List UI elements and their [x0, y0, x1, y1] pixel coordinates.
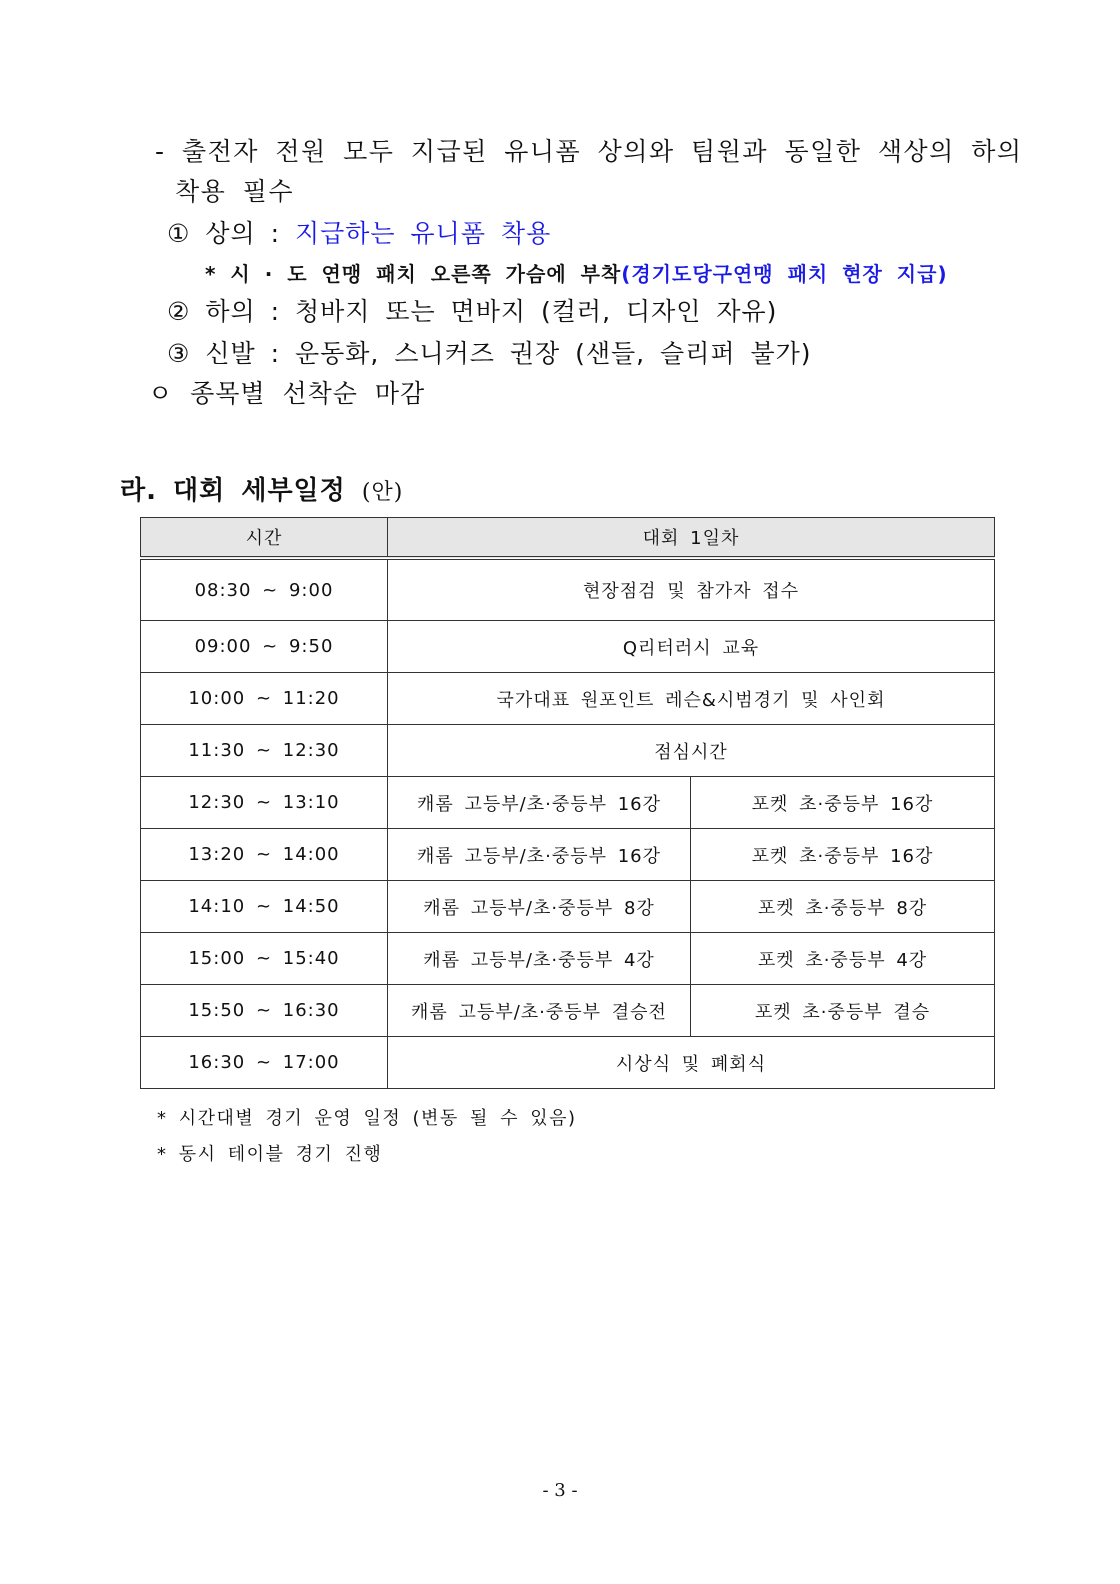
event-cell: 현장점검 및 참가자 접수: [388, 558, 995, 621]
table-row: [141, 881, 995, 933]
section-title-suffix: (안): [361, 480, 404, 505]
schedule-table: [140, 517, 995, 1089]
shoes-item: ③ 신발 : 운동화, 스니커즈 권장 (샌들, 슬리퍼 불가): [167, 339, 812, 368]
carom-cell: 캐롬 고등부/초·중등부 8강: [388, 881, 691, 933]
patch-note-text: * 시 · 도 연맹 패치 오른쪽 가슴에 부착: [205, 262, 622, 286]
time-cell: 11:30 ~ 12:30: [141, 725, 388, 777]
schedule-note: * 시간대별 경기 운영 일정 (변동 될 수 있음): [157, 1108, 577, 1129]
time-cell: 10:00 ~ 11:20: [141, 673, 388, 725]
time-cell: 15:00 ~ 15:40: [141, 933, 388, 985]
pocket-cell: 포켓 초·중등부 결승: [691, 985, 995, 1037]
top-wear-value: 지급하는 유니폼 착용: [294, 219, 552, 248]
pocket-cell: 포켓 초·중등부 8강: [691, 881, 995, 933]
table-row: [141, 1037, 995, 1089]
carom-cell: 캐롬 고등부/초·중등부 결승전: [388, 985, 691, 1037]
time-cell: 13:20 ~ 14:00: [141, 829, 388, 881]
page-number: - 3 -: [542, 1480, 578, 1501]
table-row: [141, 558, 995, 621]
pocket-cell: 포켓 초·중등부 16강: [691, 829, 995, 881]
top-wear-item: [167, 214, 551, 250]
pocket-cell: 포켓 초·중등부 16강: [691, 777, 995, 829]
table-row: [141, 933, 995, 985]
pocket-cell: 포켓 초·중등부 4강: [691, 933, 995, 985]
time-cell: 16:30 ~ 17:00: [141, 1037, 388, 1089]
time-cell: 15:50 ~ 16:30: [141, 985, 388, 1037]
table-row: [141, 673, 995, 725]
event-cell: Q리터러시 교육: [388, 621, 995, 673]
time-cell: 14:10 ~ 14:50: [141, 881, 388, 933]
table-row: [141, 621, 995, 673]
time-cell: 12:30 ~ 13:10: [141, 777, 388, 829]
time-cell: 08:30 ~ 9:00: [141, 558, 388, 621]
schedule-header-row: [141, 518, 995, 559]
carom-cell: 캐롬 고등부/초·중등부 16강: [388, 829, 691, 881]
section-title: 라. 대회 세부일정: [120, 476, 346, 506]
header-time: 시간: [141, 518, 388, 559]
patch-note: [205, 258, 948, 287]
table-row: [141, 777, 995, 829]
table-row: [141, 725, 995, 777]
header-day1: 대회 1일차: [388, 518, 995, 559]
event-cell: 국가대표 원포인트 레슨&시범경기 및 사인회: [388, 673, 995, 725]
table-row: [141, 985, 995, 1037]
time-cell: 09:00 ~ 9:50: [141, 621, 388, 673]
carom-cell: 캐롬 고등부/초·중등부 4강: [388, 933, 691, 985]
section-heading: [120, 470, 403, 507]
event-cell: 점심시간: [388, 725, 995, 777]
uniform-requirement-line-cont: 착용 필수: [175, 177, 295, 206]
top-wear-label: ① 상의 :: [167, 219, 295, 248]
patch-note-highlight: (경기도당구연맹 패치 현장 지급): [621, 262, 948, 286]
event-cell: 시상식 및 폐회식: [388, 1037, 995, 1089]
uniform-requirement-line: - 출전자 전원 모두 지급된 유니폼 상의와 팀원과 동일한 색상의 하의: [155, 137, 1023, 166]
carom-cell: 캐롬 고등부/초·중등부 16강: [388, 777, 691, 829]
schedule-note: * 동시 테이블 경기 진행: [157, 1144, 383, 1165]
bottom-wear-item: ② 하의 : 청바지 또는 면바지 (컬러, 디자인 자유): [167, 297, 778, 326]
table-row: [141, 829, 995, 881]
deadline-item: ㅇ 종목별 선착순 마감: [148, 379, 426, 408]
